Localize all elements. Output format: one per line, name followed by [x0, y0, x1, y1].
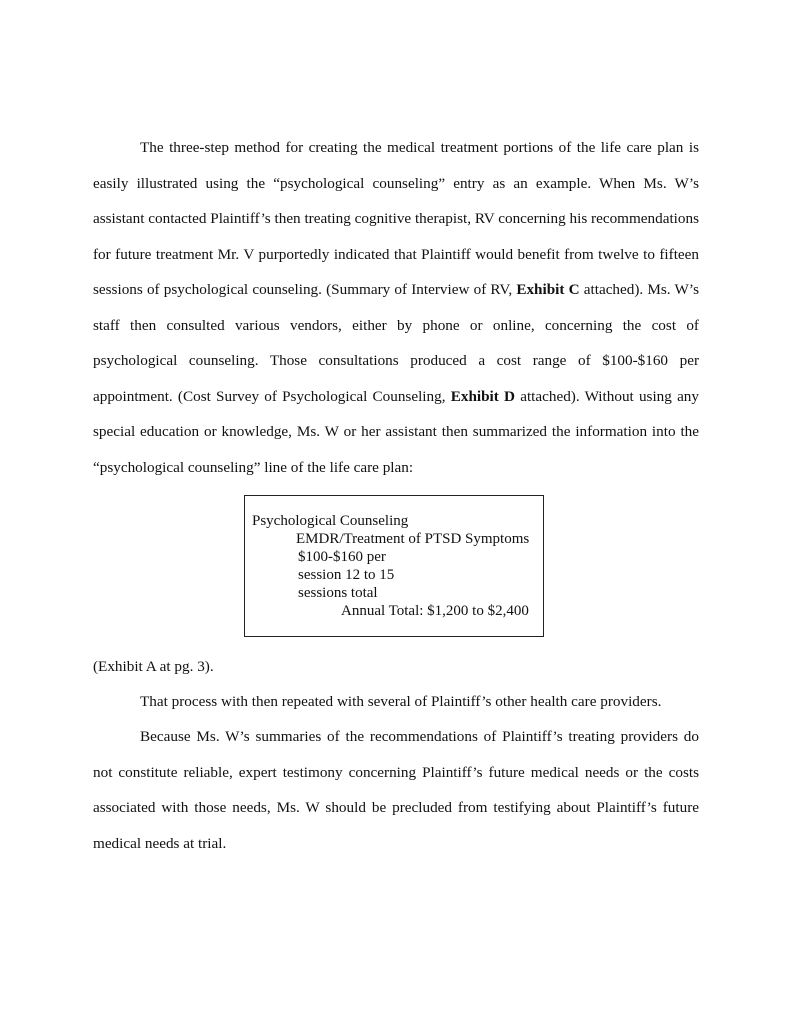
paragraph-process-repeated: That process with then repeated with several of Plaintiff’s other health care providers. [140, 693, 662, 710]
box-line-cost: $100-$160 per [298, 549, 386, 565]
box-line-sessions: session 12 to 15 [298, 567, 395, 583]
box-line-title: Psychological Counseling [252, 513, 409, 529]
box-line-treatment: EMDR/Treatment of PTSD Symptoms [296, 531, 530, 547]
box-line-sessions-total: sessions total [298, 585, 378, 601]
paragraph-conclusion: Because Ms. W’s summaries of the recommendations of Plaintiff’s treating providers do not constitute reliable, expert testimony concerning Plaintiff’s future medical needs or the costs associated with those needs, Ms. W should be precluded from testifying about Plaintiff’s future medical needs at trial. [93, 728, 699, 852]
exhibit-d-ref: Exhibit D [450, 387, 516, 405]
paragraph-1-text-b: attached). Ms. W’s staff then consulted various vendors, either by phone or online, concerning the cost of psychological counseling. Those consultations produced a cost range of $100-$160 per appointment. (Cost Survey of Psychological Counseling, [93, 281, 699, 405]
paragraph-1-text-a: The three-step method for creating the medical treatment portions of the life care plan is easily illustrated using the “psychological counseling” entry as an example. When Ms. W’s assistant contacted Plaintiff’s then treating cognitive therapist, RV concerning his recommendations for future treatment Mr. V purportedly indicated that Plaintiff would benefit from twelve to fifteen sessions of psychological counseling. (Summary of Interview of RV, [93, 139, 699, 298]
paragraph-three-step-method [93, 130, 699, 485]
box-line-annual-total: Annual Total: $1,200 to $2,400 [341, 603, 529, 619]
paragraph-1-text-c: attached). Without using any special education or knowledge, Ms. W or her assistant then summarized the information into the “psychological counseling” line of the life care plan: [93, 387, 699, 476]
exhibit-citation: (Exhibit A at pg. 3). [93, 658, 214, 675]
exhibit-c-ref: Exhibit C [516, 281, 580, 298]
life-care-plan-entry-box [244, 495, 544, 637]
